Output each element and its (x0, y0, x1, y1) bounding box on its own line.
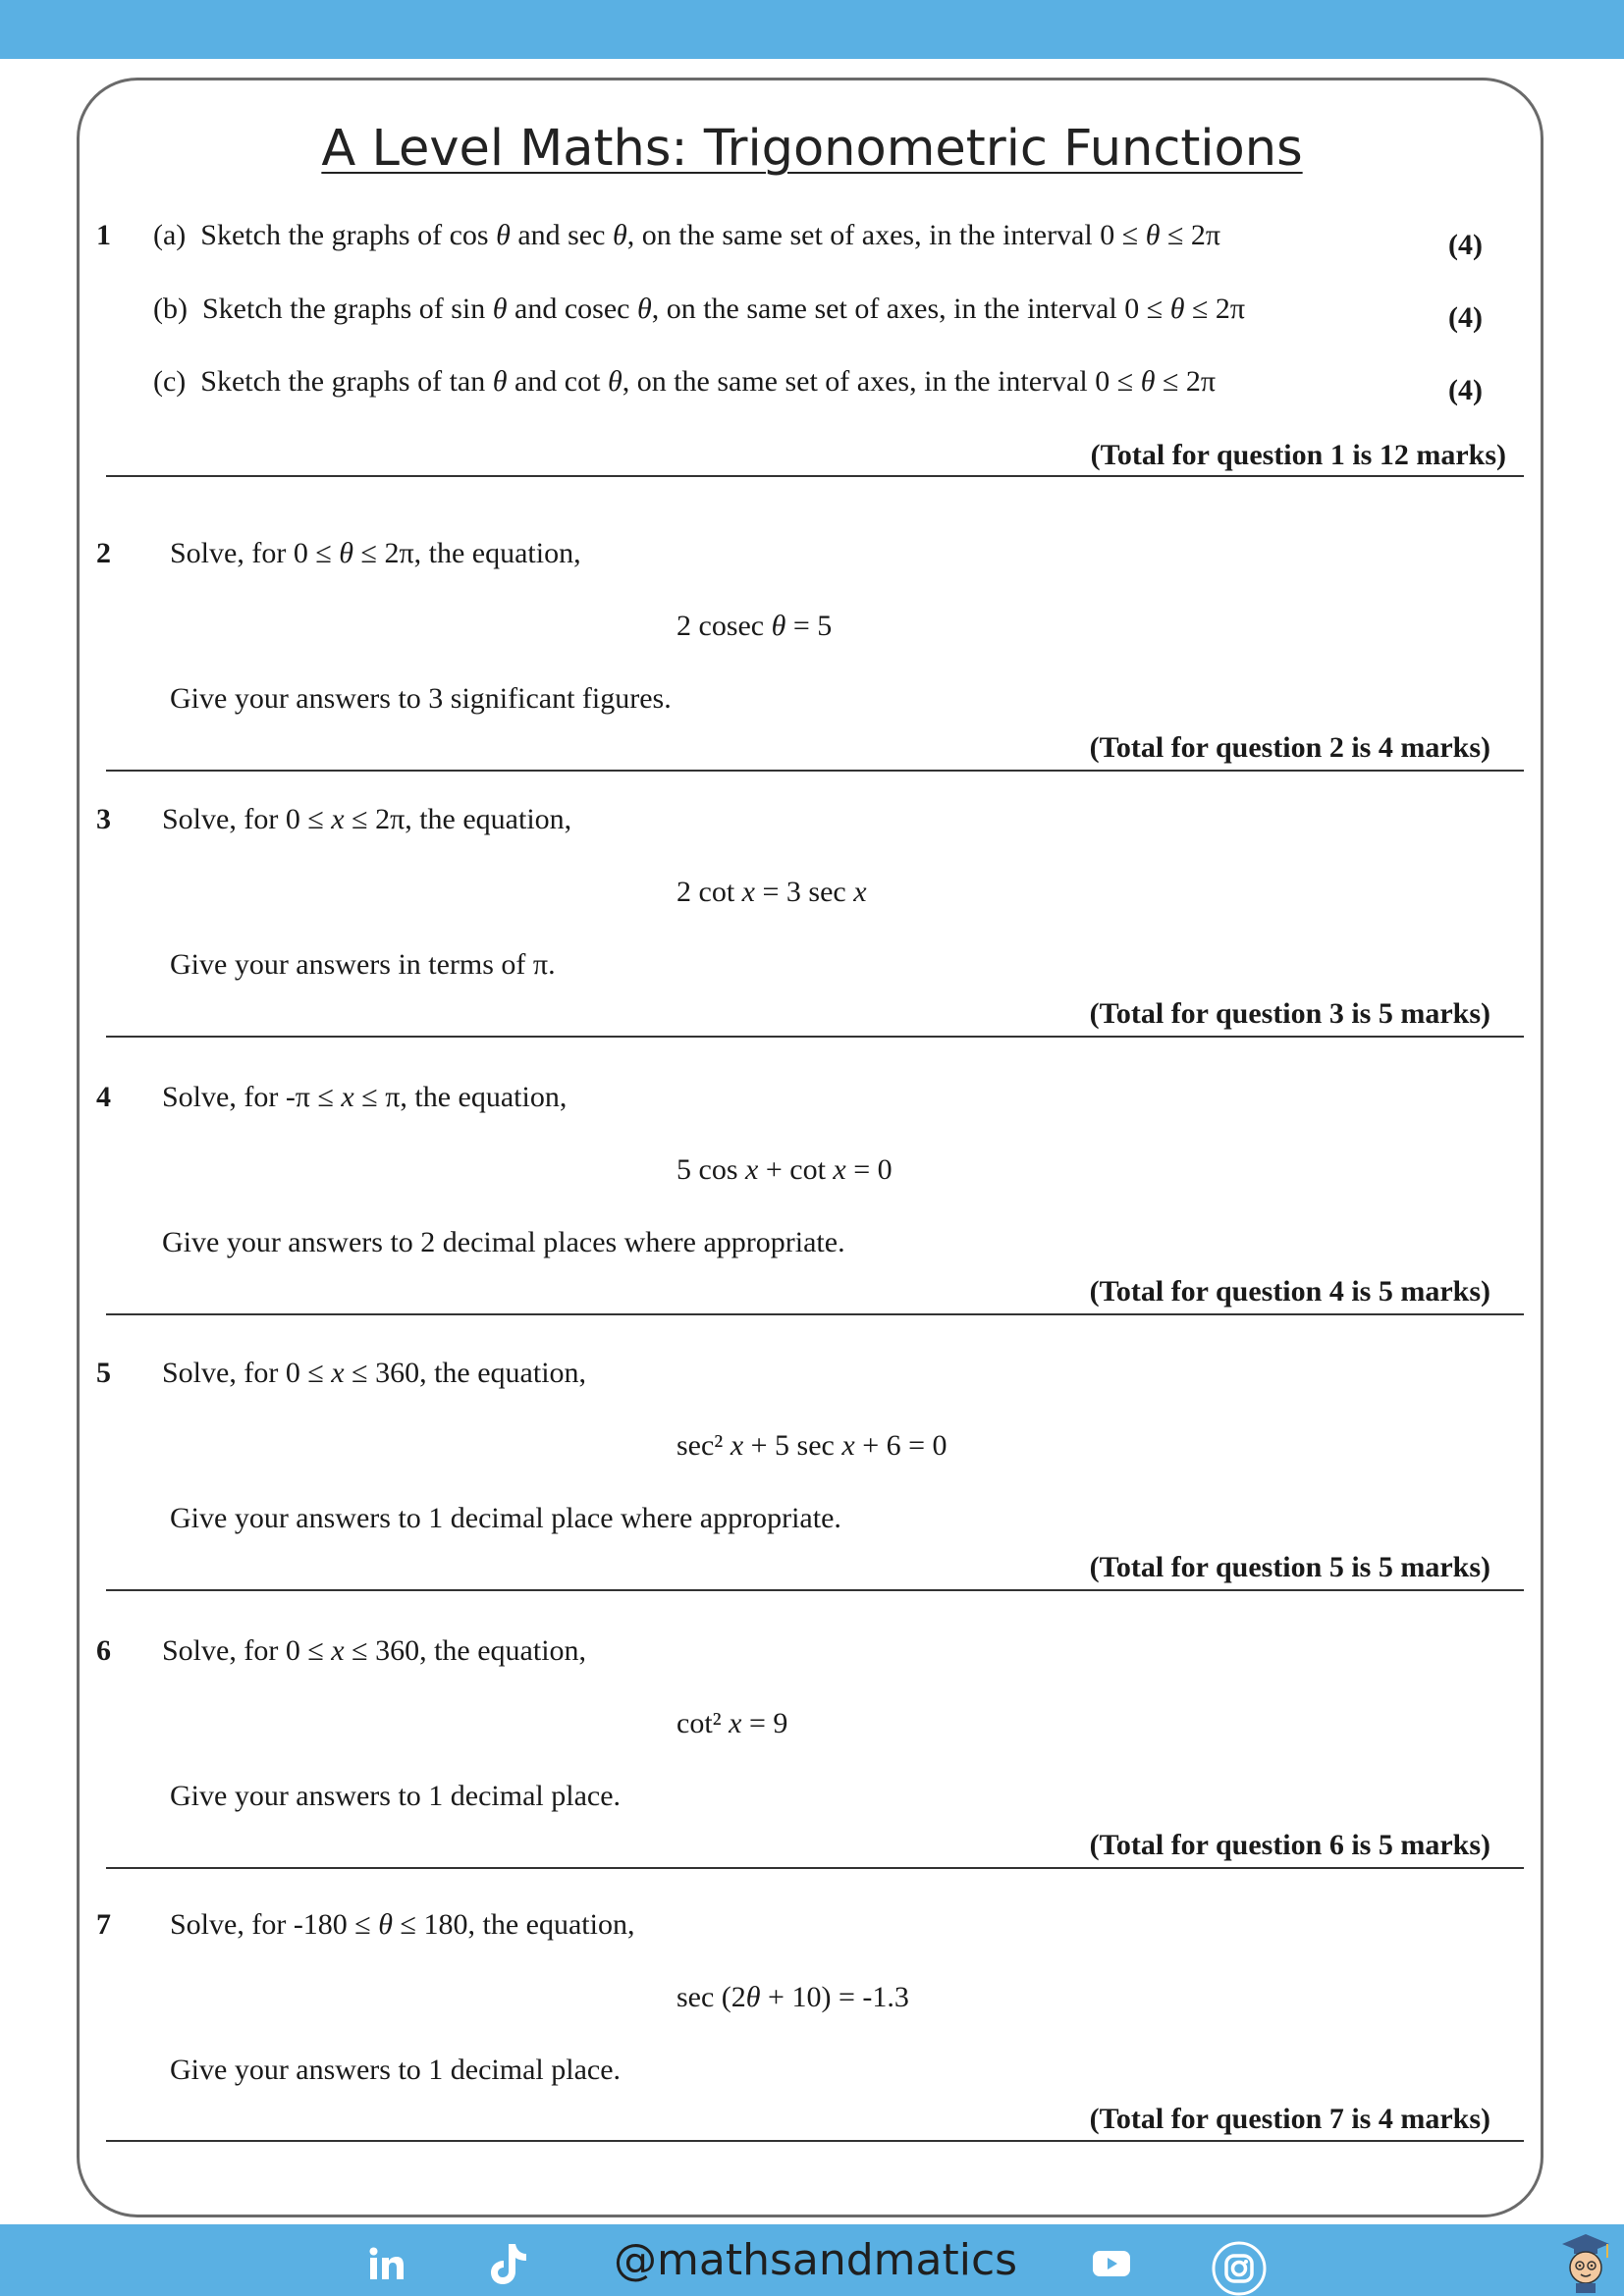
question-1c-marks: (4) (1448, 374, 1483, 406)
question-6-intro: Solve, for 0 ≤ x ≤ 360, the equation, (162, 1634, 587, 1667)
youtube-icon[interactable] (1092, 2249, 1131, 2278)
question-1c-text: (c) Sketch the graphs of tan θ and cot θ, on the same set of axes, in the interval 0 ≤ θ ≤ 2π (153, 365, 1217, 398)
question-3-total: (Total for question 3 is 5 marks) (1089, 997, 1490, 1030)
question-4-instruction: Give your answers to 2 decimal places where appropriate. (162, 1226, 845, 1258)
divider (106, 2140, 1524, 2142)
part-label: (c) (153, 365, 187, 398)
page-title: A Level Maths: Trigonometric Functions (321, 120, 1303, 178)
question-6-instruction: Give your answers to 1 decimal place. (170, 1780, 622, 1812)
divider (106, 1313, 1524, 1315)
question-6-number: 6 (96, 1634, 111, 1667)
question-1-number: 1 (96, 219, 111, 251)
question-6-total: (Total for question 6 is 5 marks) (1089, 1829, 1490, 1861)
question-6-equation: cot² x = 9 (677, 1707, 788, 1739)
question-2-equation: 2 cosec θ = 5 (677, 610, 833, 642)
question-4-equation: 5 cos x + cot x = 0 (677, 1153, 893, 1186)
question-3-intro: Solve, for 0 ≤ x ≤ 2π, the equation, (162, 803, 572, 835)
divider (106, 770, 1524, 772)
question-1b-text: (b) Sketch the graphs of sin θ and cosec θ, on the same set of axes, in the interval 0 ≤ θ ≤ 2π (153, 293, 1246, 325)
question-1a-text: (a) Sketch the graphs of cos θ and sec θ, on the same set of axes, in the interval 0 ≤ θ ≤ 2π (153, 219, 1221, 251)
question-5-number: 5 (96, 1357, 111, 1389)
question-7-intro: Solve, for -180 ≤ θ ≤ 180, the equation, (170, 1908, 635, 1941)
top-banner (0, 0, 1624, 59)
question-7-instruction: Give your answers to 1 decimal place. (170, 2054, 622, 2086)
divider (106, 1036, 1524, 1038)
question-4-intro: Solve, for -π ≤ x ≤ π, the equation, (162, 1081, 568, 1113)
question-2-number: 2 (96, 537, 111, 569)
part-label: (a) (153, 219, 187, 251)
question-4-number: 4 (96, 1081, 111, 1113)
question-1a-marks: (4) (1448, 229, 1483, 261)
tiktok-icon[interactable] (487, 2241, 528, 2286)
question-5-intro: Solve, for 0 ≤ x ≤ 360, the equation, (162, 1357, 587, 1389)
question-3-number: 3 (96, 803, 111, 835)
question-1-total: (Total for question 1 is 12 marks) (1090, 439, 1506, 471)
question-1b-marks: (4) (1448, 301, 1483, 334)
linkedin-icon[interactable] (367, 2245, 405, 2282)
divider (106, 475, 1524, 477)
question-7-number: 7 (96, 1908, 111, 1941)
question-3-instruction: Give your answers in terms of π. (170, 948, 556, 981)
question-2-instruction: Give your answers to 3 significant figures. (170, 682, 672, 715)
divider (106, 1867, 1524, 1869)
mascot-icon (1556, 2228, 1615, 2293)
part-label: (b) (153, 293, 188, 325)
social-handle: @mathsandmatics (614, 2235, 1018, 2285)
divider (106, 1589, 1524, 1591)
question-5-total: (Total for question 5 is 5 marks) (1089, 1551, 1490, 1583)
question-7-total: (Total for question 7 is 4 marks) (1089, 2103, 1490, 2135)
question-3-equation: 2 cot x = 3 sec x (677, 876, 867, 908)
question-5-equation: sec² x + 5 sec x + 6 = 0 (677, 1429, 947, 1462)
question-2-intro: Solve, for 0 ≤ θ ≤ 2π, the equation, (170, 537, 581, 569)
instagram-icon[interactable] (1212, 2241, 1267, 2296)
question-5-instruction: Give your answers to 1 decimal place where appropriate. (170, 1502, 841, 1534)
question-4-total: (Total for question 4 is 5 marks) (1089, 1275, 1490, 1308)
question-7-equation: sec (2θ + 10) = -1.3 (677, 1981, 909, 2013)
question-2-total: (Total for question 2 is 4 marks) (1089, 731, 1490, 764)
